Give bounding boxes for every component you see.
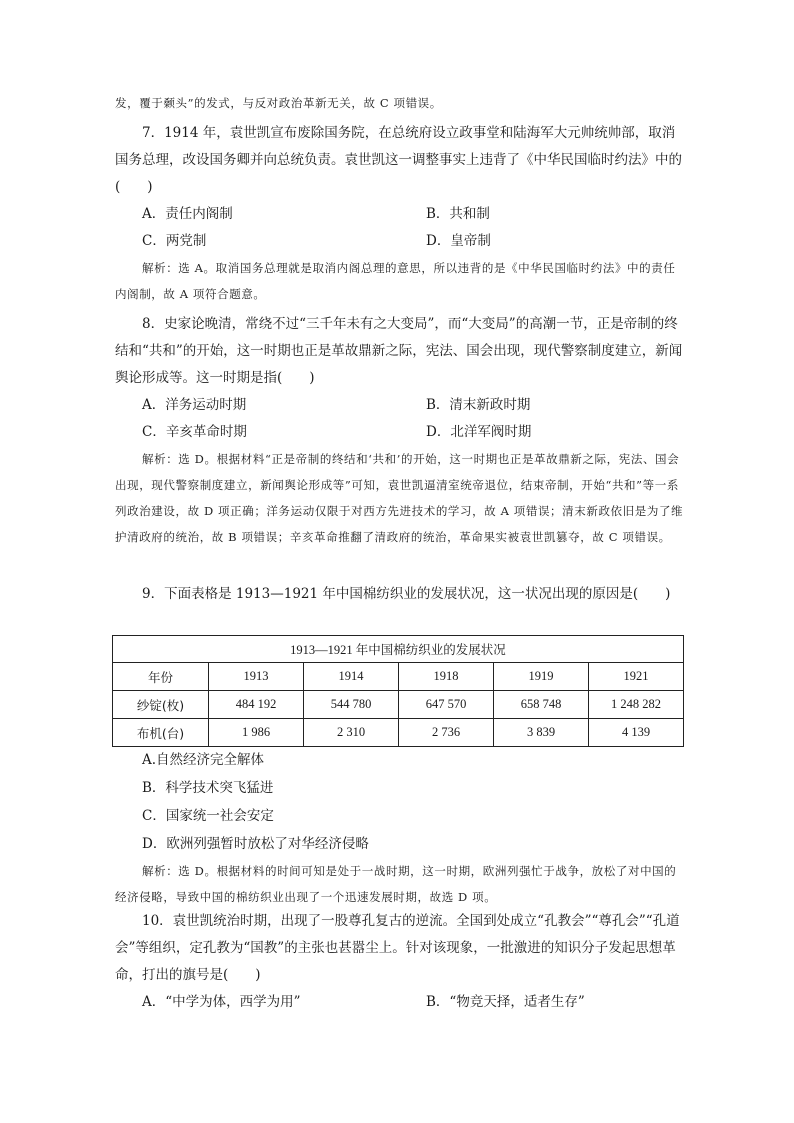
option-a: A.自然经济完全解体 [142,752,265,768]
table-cell: 1 986 [209,719,304,747]
question-9 [115,581,685,608]
question-7 [115,120,685,307]
option-b: B．科学技术突飞猛进 [142,780,274,796]
table-cell: 3 839 [494,719,589,747]
table-cell: 484 192 [209,691,304,719]
question-10-options [115,989,685,1016]
row-label: 纱锭(枚) [113,691,209,719]
option-b: B．清末新政时期 [426,397,531,413]
table-cell: 544 780 [304,691,399,719]
question-10-stem: 10．袁世凯统治时期，出现了一股尊孔复古的逆流。全国到处成立“孔教会”“尊孔会”“孔道会”等组织，定孔教为“国教”的主张也甚嚣尘上。针对该现象，一批激进的知识分子发起思想革命，打出的旗号是( ) [115,913,680,983]
table-row [113,691,684,719]
table-cell: 4 139 [589,719,684,747]
table-header-row [113,663,684,691]
year-cell: 1918 [399,663,494,691]
question-9-options [115,746,685,910]
option-a: A．责任内阁制 [142,206,233,222]
question-8-stem: 8．史家论晚清，常绕不过“三千年未有之大变局”，而“大变局”的高潮一节，正是帝制的终结和“共和”的开始，这一时期也正是革故鼎新之际，宪法、国会出现，现代警察制度建立，新闻舆论形成等。这一时期是指( ) [115,316,683,386]
table-cell: 658 748 [494,691,589,719]
row-label: 布机(台) [113,719,209,747]
question-9-analysis: 解析：选 D。根据材料的时间可知是处于一战时期，这一时期，欧洲列强忙于战争，放松了对中国的经济侵略，导致中国的棉纺织业出现了一个迅速发展时期，故选 D 项。 [115,864,677,904]
header-label: 年份 [113,663,209,691]
table-row [113,719,684,747]
table-cell: 1 248 282 [589,691,684,719]
question-7-analysis: 解析：选 A。取消国务总理就是取消内阁总理的意思，所以违背的是《中华民国临时约法》中的责任内阁制，故 A 项符合题意。 [115,261,676,301]
year-cell: 1919 [494,663,589,691]
table-cell: 2 310 [304,719,399,747]
question-7-stem: 7．1914 年，袁世凯宣布废除国务院，在总统府设立政事堂和陆海军大元帅统帅部，取消国务总理，改设国务卿并向总统负责。袁世凯这一调整事实上违背了《中华民国临时约法》中的( ) [115,125,682,195]
option-a: A．“中学为体，西学为用” [142,994,301,1010]
option-d: D．皇帝制 [426,233,491,249]
year-cell: 1914 [304,663,399,691]
year-cell: 1921 [589,663,684,691]
question-9-stem: 9．下面表格是 1913—1921 年中国棉纺织业的发展状况，这一状况出现的原因是( ) [142,586,671,602]
question-7-options [115,201,685,255]
option-d: D．北洋军阀时期 [426,424,532,440]
question-10 [115,908,685,1016]
cotton-industry-table [112,635,684,747]
option-b: B．共和制 [426,206,490,222]
table-cell: 647 570 [399,691,494,719]
previous-analysis-tail: 发，覆于颡头”的发式，与反对政治革新无关，故 C 项错误。 [115,96,442,110]
option-a: A．洋务运动时期 [142,397,247,413]
table-caption-row [113,636,684,663]
year-cell: 1913 [209,663,304,691]
question-8 [115,311,685,550]
option-b: B．“物竞天择，适者生存” [426,994,585,1010]
option-c: C．国家统一社会安定 [142,808,274,824]
option-c: C．两党制 [142,233,207,249]
option-c: C．辛亥革命时期 [142,424,247,440]
table-cell: 2 736 [399,719,494,747]
question-8-analysis: 解析：选 D。根据材料“正是帝制的终结和‘共和’的开始，这一时期也正是革故鼎新之际，宪法、国会出现，现代警察制度建立，新闻舆论形成等”可知，袁世凯逼清室统帝退位，结束帝制，开始“共和”等一系列政治建设，故 D 项正确；洋务运动仅限于对西方先进技术的学习，故 A 项错误；清末新政依旧是为了维护清政府的统治，故 B 项错误；辛亥革命推翻了清政府的统治，革命果实被袁世凯篡夺，故 C 项错误。 [115,452,684,544]
option-d: D．欧洲列强暂时放松了对华经济侵略 [142,836,369,852]
table-caption: 1913—1921 年中国棉纺织业的发展状况 [113,636,684,663]
question-8-options [115,392,685,446]
